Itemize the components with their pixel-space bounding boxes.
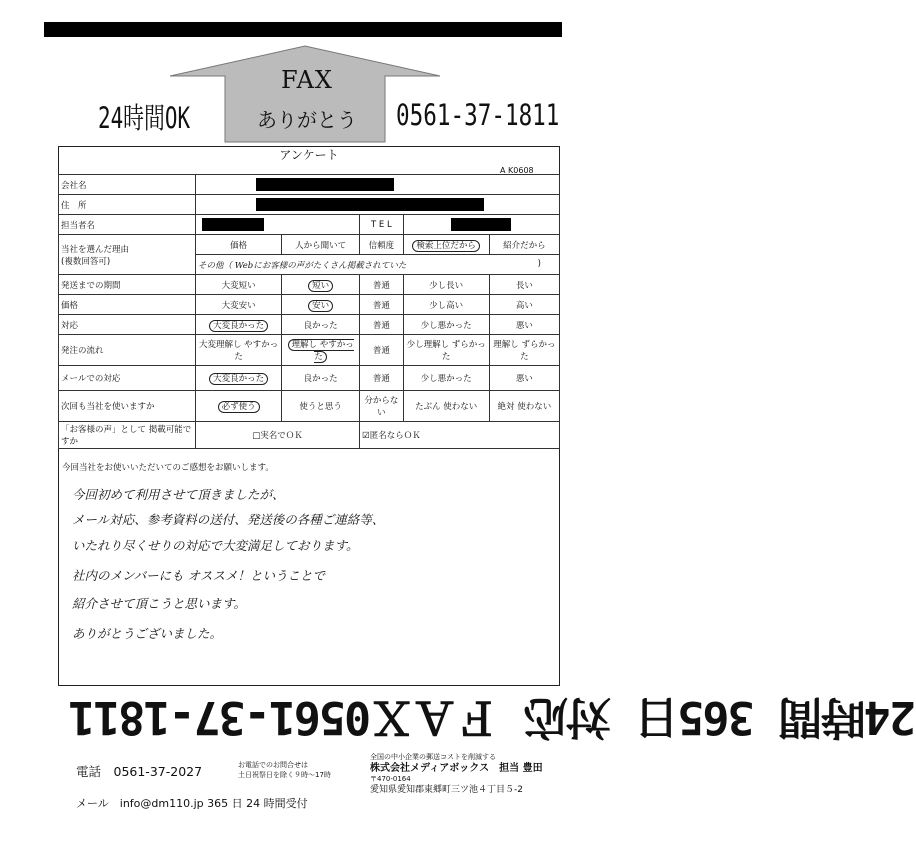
- selected-option: 理解し やすかった: [288, 339, 354, 363]
- selected-option: 必ず使う: [218, 401, 260, 413]
- table-row: メールでの対応 大変良かった 良かった 普通 少し悪かった 悪い: [59, 366, 560, 391]
- form-title: アンケート: [279, 148, 339, 162]
- mirrored-fax-banner: 24時間 365日 対応 ＦＡＸ0561-37-1811: [70, 690, 916, 744]
- survey-table: [58, 174, 560, 449]
- company-block: 全国の中小企業の郵送コストを削減する 株式会社メディアボックス 担当 豊田 〒470-0164 愛知県愛知郡東郷町三ツ池４丁目５-2: [370, 753, 543, 795]
- fax-number: 0561-37-1811: [396, 98, 560, 132]
- comment-line: いたれり尽くせりの対応で大変満足しております。: [72, 538, 359, 553]
- redacted-block: [451, 218, 511, 231]
- comment-prompt: 今回当社をお使いいただいてのご感想をお願いします。: [62, 463, 274, 473]
- redacted-block: [256, 178, 394, 191]
- footer-mail: メール info@dm110.jp 365 日 24 時間受付: [76, 797, 308, 810]
- table-row: 発注の流れ 大変理解し やすかった 理解し やすかった 普通 少し理解し ずらかった 理解し ずらかった: [59, 335, 560, 366]
- fax-thanks: ありがとう: [257, 108, 357, 132]
- table-row: 「お客様の声」として 掲載可能ですか □実名でＯＫ ☑匿名ならＯＫ: [59, 422, 560, 449]
- comment-line: 今回初めて利用させて頂きましたが、: [72, 487, 285, 502]
- redacted-block: [256, 198, 484, 211]
- comment-line: 社内のメンバーにも オススメ！ということで: [72, 568, 325, 583]
- table-row: 対応 大変良かった 良かった 普通 少し悪かった 悪い: [59, 315, 560, 335]
- table-row: 当社を選んだ理由 (複数回答可) 価格 人から聞いて 信頼度 検索上位だから 紹介だから: [59, 235, 560, 255]
- comment-line: ありがとうございました。: [72, 626, 223, 641]
- selected-option: 大変良かった: [209, 320, 268, 332]
- comment-line: メール対応、参考資料の送付、発送後の各種ご連絡等、: [72, 512, 385, 527]
- selected-option: 検索上位だから: [412, 240, 480, 252]
- redacted-block: [202, 218, 264, 231]
- comment-line: 紹介させて頂こうと思います。: [72, 596, 247, 611]
- table-row: 担当者名 T E L: [59, 215, 560, 235]
- footer-phone-note: お電話でのお問合せは 土日祝祭日を除く９時〜17時: [238, 761, 331, 779]
- table-row: 発送までの期間 大変短い 短い 普通 少し長い 長い: [59, 275, 560, 295]
- selected-option: 短い: [308, 280, 333, 292]
- hours-label: 24時間OK: [98, 101, 191, 135]
- footer-phone: 電話 0561-37-2027: [76, 764, 203, 779]
- table-row: 次回も当社を使いますか 必ず使う 使うと思う 分からない たぶん 使わない 絶対 使わない: [59, 391, 560, 422]
- selected-option: 大変良かった: [209, 373, 268, 385]
- form-code: A K0608: [500, 166, 534, 175]
- fax-title: FAX: [281, 66, 333, 94]
- table-row: 会社名: [59, 175, 560, 195]
- top-black-bar: [44, 22, 562, 37]
- table-row: その他（ Webにお客様の声がたくさん掲載されていた ): [59, 255, 560, 275]
- selected-option: 安い: [308, 300, 333, 312]
- table-row: 価格 大変安い 安い 普通 少し高い 高い: [59, 295, 560, 315]
- table-row: 住 所: [59, 195, 560, 215]
